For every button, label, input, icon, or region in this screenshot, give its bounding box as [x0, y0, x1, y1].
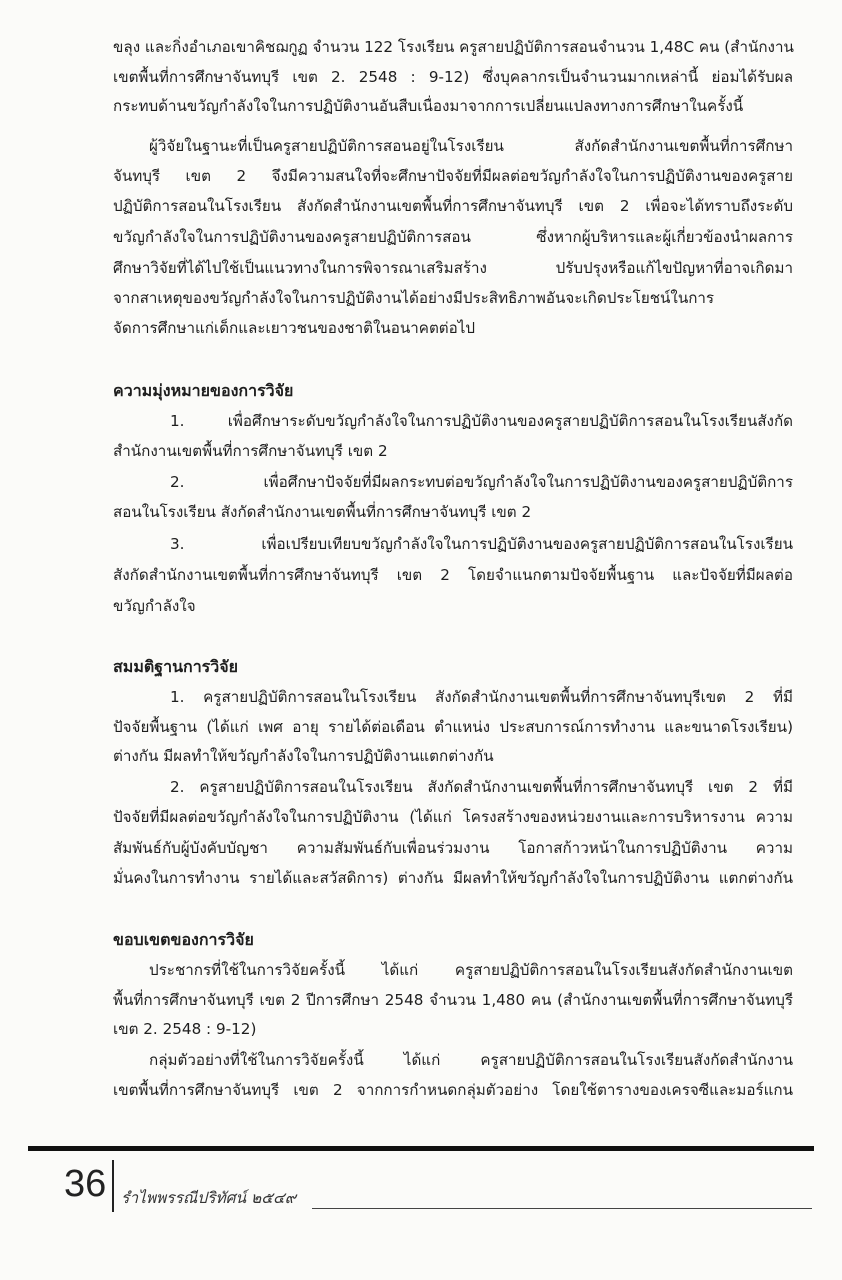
body-line: จันทบุรี เขต 2 จึงมีความสนใจที่จะศึกษาปัจจัยที่มีผลต่อขวัญกำลังใจในการปฏิบัติงานของครูสาย [113, 167, 793, 185]
body-line: ต่างกัน มีผลทำให้ขวัญกำลังใจในการปฏิบัติงานแตกต่างกัน [113, 747, 494, 765]
body-line: ปัจจัยที่มีผลต่อขวัญกำลังใจในการปฏิบัติงาน (ได้แก่ โครงสร้างของหน่วยงานและการบริหารงาน ความ [113, 808, 793, 826]
section-heading-hypotheses: สมมติฐานการวิจัย [113, 657, 238, 676]
body-line: ขวัญกำลังใจในการปฏิบัติงานของครูสายปฏิบัติการสอน ซึ่งหากผู้บริหารและผู้เกี่ยวข้องนำผลการ [113, 228, 793, 246]
body-line: ขวัญกำลังใจ [113, 597, 196, 615]
body-line: สำนักงานเขตพื้นที่การศึกษาจันทบุรี เขต 2 [113, 442, 388, 460]
footer-underline [312, 1208, 812, 1209]
body-line: ปฏิบัติการสอนในโรงเรียน สังกัดสำนักงานเขตพื้นที่การศึกษาจันทบุรี เขต 2 เพื่อจะได้ทราบถึงระดับ [113, 197, 793, 215]
objective-item-2: 2. เพื่อศึกษาปัจจัยที่มีผลกระทบต่อขวัญกำลังใจในการปฏิบัติงานของครูสายปฏิบัติการ [170, 473, 793, 491]
objective-item-3: 3. เพื่อเปรียบเทียบขวัญกำลังใจในการปฏิบัติงานของครูสายปฏิบัติการสอนในโรงเรียน [170, 535, 793, 553]
body-line: เขตพื้นที่การศึกษาจันทบุรี เขต 2. 2548 : 9-12) ซึ่งบุคลากรเป็นจำนวนมากเหล่านี้ ย่อมได้รับผล [113, 68, 793, 86]
body-line: ปัจจัยพื้นฐาน (ได้แก่ เพศ อายุ รายได้ต่อเดือน ตำแหน่ง ประสบการณ์การทำงาน และขนาดโรงเรียน) [113, 718, 793, 736]
body-line: จัดการศึกษาแก่เด็กและเยาวชนของชาติในอนาคตต่อไป [113, 319, 476, 337]
body-line: สัมพันธ์กับผู้บังคับบัญชา ความสัมพันธ์กับเพื่อนร่วมงาน โอกาสก้าวหน้าในการปฏิบัติงาน ความ [113, 839, 793, 857]
body-line: เขตพื้นที่การศึกษาจันทบุรี เขต 2 จากการกำหนดกลุ่มตัวอย่าง โดยใช้ตารางของเครจซีและมอร์แกน [113, 1081, 793, 1099]
body-line: เขต 2. 2548 : 9-12) [113, 1020, 257, 1038]
running-title: รำไพพรรณีปริทัศน์ ๒๕๔๙ [121, 1189, 297, 1207]
body-line: พื้นที่การศึกษาจันทบุรี เขต 2 ปีการศึกษา 2548 จำนวน 1,480 คน (สำนักงานเขตพื้นที่การศึกษาจันทบุรี [113, 991, 793, 1009]
body-line: ขลุง และกิ่งอำเภอเขาคิชฌกูฏ จำนวน 122 โรงเรียน ครูสายปฏิบัติการสอนจำนวน 1,48C คน (สำนักงาน [113, 38, 794, 56]
footer-rule [28, 1146, 814, 1151]
body-line: ประชากรที่ใช้ในการวิจัยครั้งนี้ ได้แก่ ครูสายปฏิบัติการสอนในโรงเรียนสังกัดสำนักงานเขต [149, 961, 793, 979]
hypothesis-item-2: 2. ครูสายปฏิบัติการสอนในโรงเรียน สังกัดสำนักงานเขตพื้นที่การศึกษาจันทบุรี เขต 2 ที่มี [170, 778, 793, 796]
page-number: 36 [64, 1163, 107, 1205]
body-line: กระทบด้านขวัญกำลังใจในการปฏิบัติงานอันสืบเนื่องมาจากการเปลี่ยนแปลงทางการศึกษาในครั้งนี้ [113, 97, 744, 115]
section-heading-scope: ขอบเขตของการวิจัย [113, 930, 254, 949]
body-line: สังกัดสำนักงานเขตพื้นที่การศึกษาจันทบุรี เขต 2 โดยจำแนกตามปัจจัยพื้นฐาน และปัจจัยที่มีผลต่อ [113, 566, 793, 584]
body-line: สอนในโรงเรียน สังกัดสำนักงานเขตพื้นที่การศึกษาจันทบุรี เขต 2 [113, 503, 532, 521]
body-line: กลุ่มตัวอย่างที่ใช้ในการวิจัยครั้งนี้ ได้แก่ ครูสายปฏิบัติการสอนในโรงเรียนสังกัดสำนักงาน [149, 1051, 793, 1069]
body-line: ผู้วิจัยในฐานะที่เป็นครูสายปฏิบัติการสอนอยู่ในโรงเรียน สังกัดสำนักงานเขตพื้นที่การศึกษา [149, 137, 793, 155]
objective-item-1: 1. เพื่อศึกษาระดับขวัญกำลังใจในการปฏิบัติงานของครูสายปฏิบัติการสอนในโรงเรียนสังกัด [170, 412, 793, 430]
body-line: ศึกษาวิจัยที่ได้ไปใช้เป็นแนวทางในการพิจารณาเสริมสร้าง ปรับปรุงหรือแก้ไขปัญหาที่อาจเกิดมา [113, 259, 793, 277]
body-line: จากสาเหตุของขวัญกำลังใจในการปฏิบัติงานได้อย่างมีประสิทธิภาพอันจะเกิดประโยชน์ในการ [113, 289, 715, 307]
footer-divider [112, 1160, 114, 1212]
body-line: มั่นคงในการทำงาน รายได้และสวัสดิการ) ต่างกัน มีผลทำให้ขวัญกำลังใจในการปฏิบัติงาน แตกต่างกัน [113, 869, 793, 887]
hypothesis-item-1: 1. ครูสายปฏิบัติการสอนในโรงเรียน สังกัดสำนักงานเขตพื้นที่การศึกษาจันทบุรีเขต 2 ที่มี [170, 688, 793, 706]
section-heading-objectives: ความมุ่งหมายของการวิจัย [113, 381, 294, 400]
